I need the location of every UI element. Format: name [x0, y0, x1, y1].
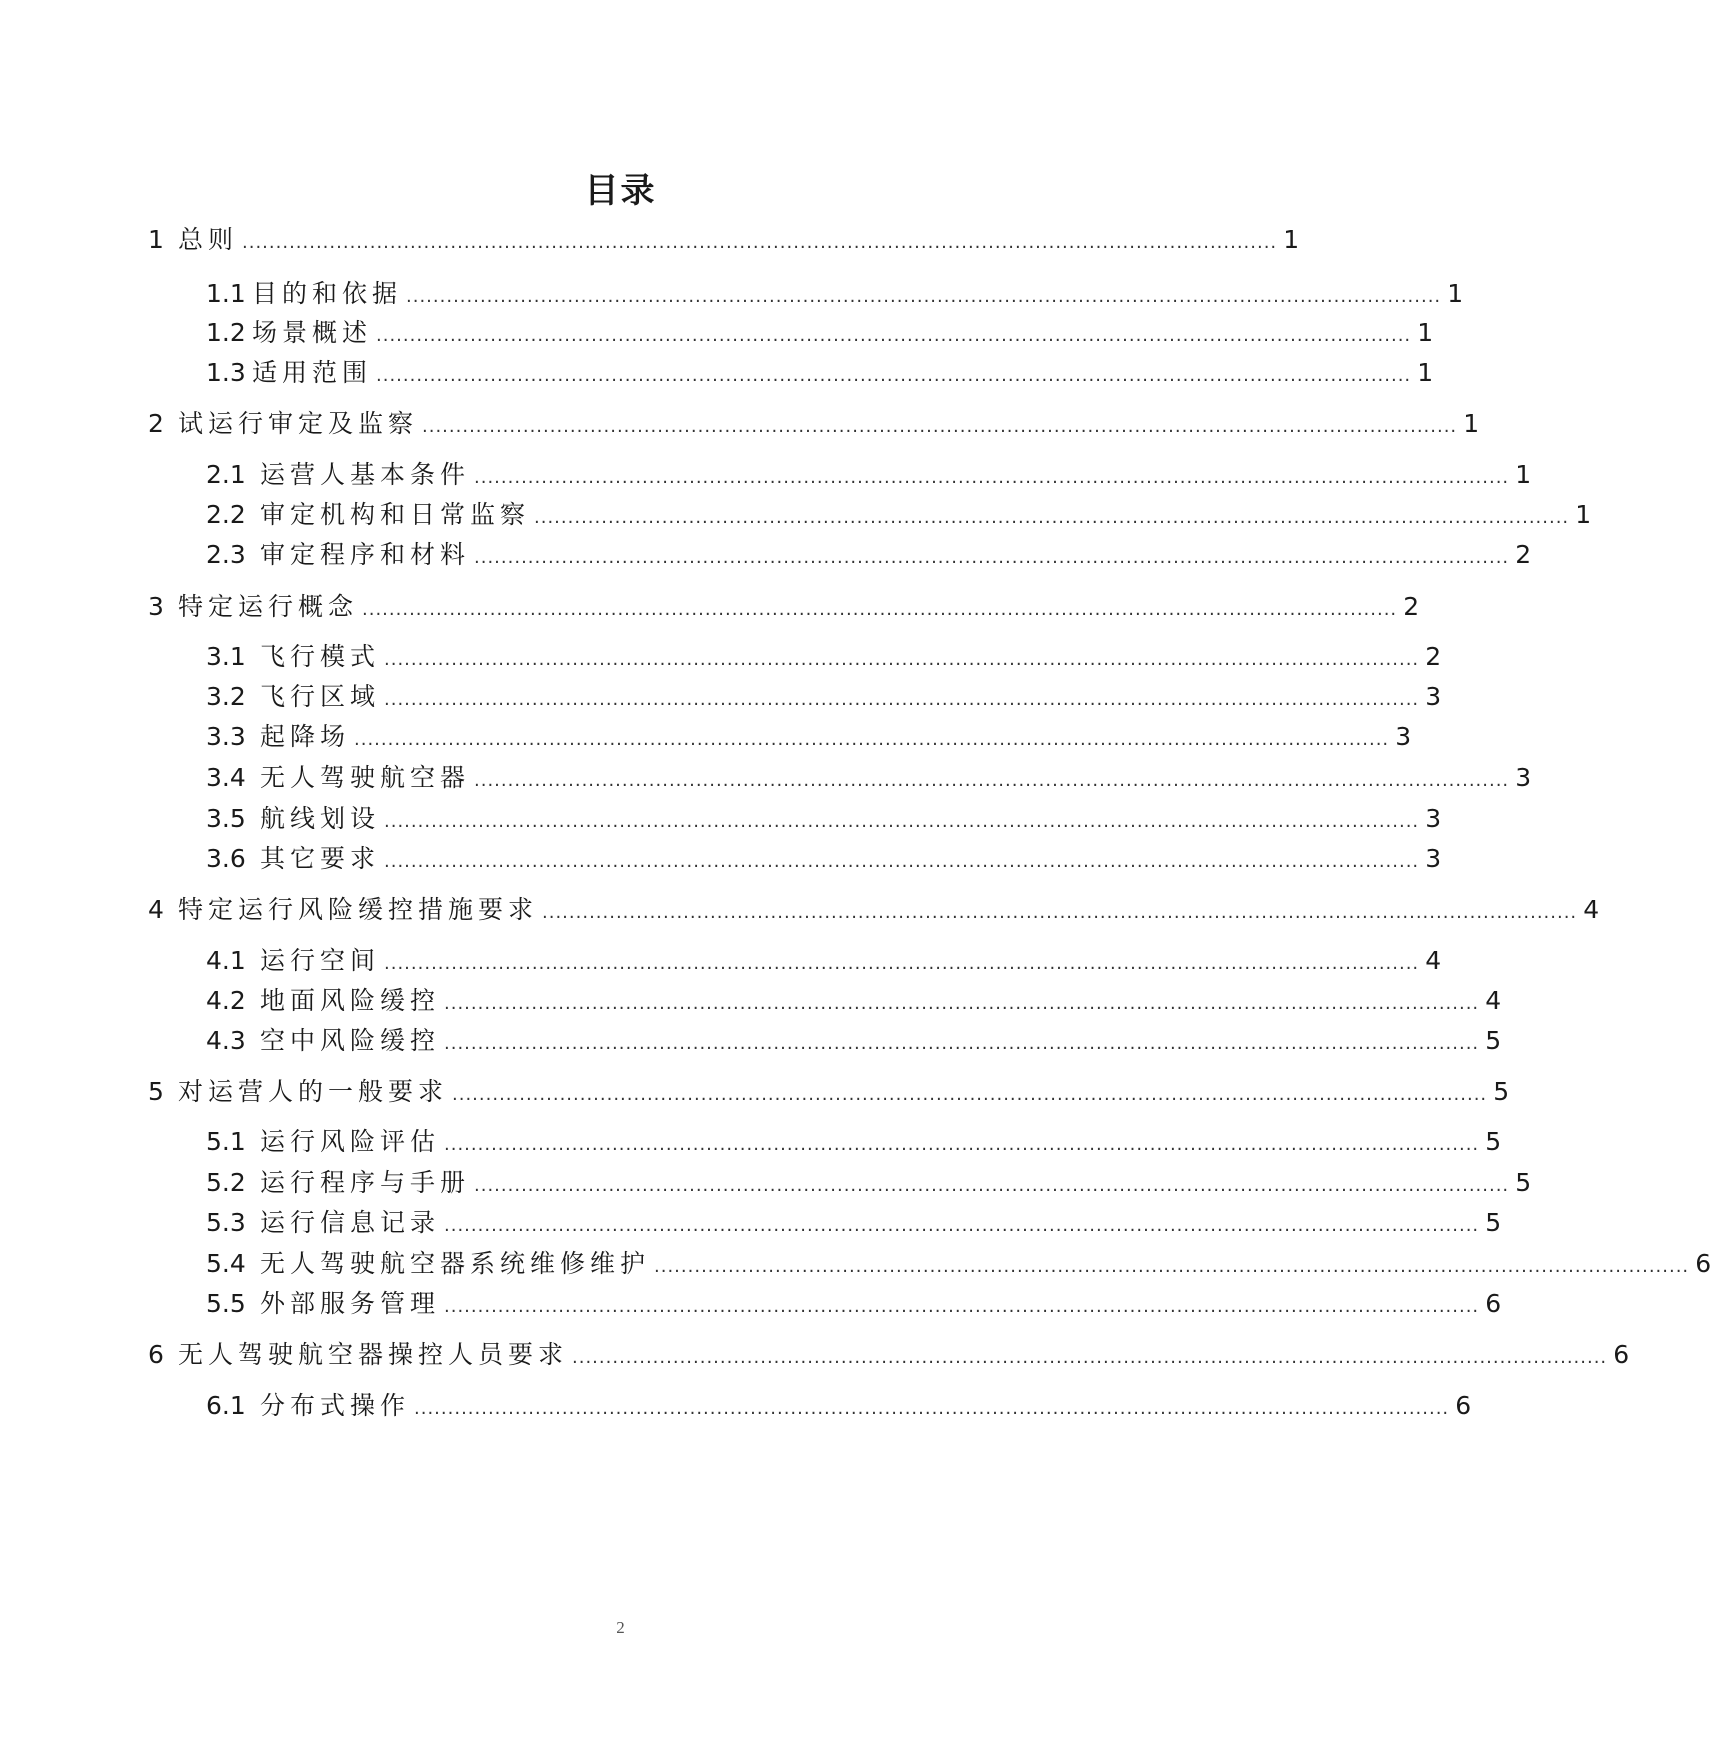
toc-entry-page: 2 [1515, 540, 1532, 569]
toc-leader-dots: .......................................................................................................................................................... [474, 1175, 1510, 1196]
toc-leader-dots: .......................................................................................................................................................... [384, 689, 1420, 710]
toc-entry-page: 1 [1417, 318, 1434, 347]
toc-entry-number: 3.6 [206, 844, 246, 873]
toc-entry[interactable] [206, 1165, 1532, 1201]
toc-entry-number: 2.1 [206, 460, 246, 489]
toc-entry[interactable] [148, 222, 1300, 258]
toc-leader-dots: .......................................................................................................................................................... [654, 1256, 1690, 1277]
toc-leader-dots: .......................................................................................................................................................... [572, 1347, 1608, 1368]
toc-entry-title: 无人驾驶航空器系统维修维护 [260, 1249, 651, 1278]
toc-leader-dots: .......................................................................................................................................................... [376, 325, 1412, 346]
page-number: 2 [616, 1618, 625, 1637]
toc-leader-dots: .......................................................................................................................................................... [444, 993, 1480, 1014]
toc-entry-page: 6 [1485, 1289, 1502, 1318]
toc-entry-number: 3.4 [206, 763, 246, 792]
toc-entry-number: 4.2 [206, 986, 246, 1015]
toc-entry-page: 3 [1425, 844, 1442, 873]
toc-entry-number: 3.5 [206, 804, 246, 833]
toc-entry[interactable] [206, 760, 1532, 796]
toc-entry-title: 目的和依据 [252, 279, 403, 308]
toc-entry-page: 3 [1395, 722, 1412, 751]
toc-entry-title: 运行风险评估 [260, 1127, 441, 1156]
toc-entry-title: 对运营人的一般要求 [178, 1077, 449, 1106]
toc-entry[interactable] [148, 1337, 1630, 1373]
toc-leader-dots: .......................................................................................................................................................... [406, 286, 1442, 307]
toc-entry-title: 特定运行风险缓控措施要求 [178, 895, 539, 924]
toc-leader-dots: .......................................................................................................................................................... [362, 599, 1398, 620]
toc-entry-page: 1 [1447, 279, 1464, 308]
toc-entry-number: 3 [148, 592, 164, 621]
toc-entry-number: 1.3 [206, 358, 246, 387]
toc-entry-title: 地面风险缓控 [260, 986, 441, 1015]
toc-leader-dots: .......................................................................................................................................................... [414, 1398, 1450, 1419]
toc-entry-title: 试运行审定及监察 [178, 409, 419, 438]
toc-entry-page: 1 [1283, 225, 1300, 254]
toc-entry-number: 5.1 [206, 1127, 246, 1156]
toc-entry[interactable] [206, 457, 1532, 493]
toc-entry-page: 3 [1425, 804, 1442, 833]
toc-entry-title: 场景概述 [252, 318, 373, 347]
toc-leader-dots: .......................................................................................................................................................... [376, 365, 1412, 386]
toc-entry[interactable] [206, 841, 1442, 877]
toc-entry-title: 审定机构和日常监察 [260, 500, 531, 529]
toc-leader-dots: .......................................................................................................................................................... [444, 1296, 1480, 1317]
toc-entry[interactable] [206, 276, 1464, 312]
toc-leader-dots: .......................................................................................................................................................... [474, 770, 1510, 791]
toc-leader-dots: .......................................................................................................................................................... [384, 851, 1420, 872]
toc-leader-dots: .......................................................................................................................................................... [444, 1033, 1480, 1054]
toc-entry-title: 运营人基本条件 [260, 460, 471, 489]
toc-leader-dots: .......................................................................................................................................................... [534, 507, 1570, 528]
toc-entry-title: 飞行区域 [260, 682, 381, 711]
toc-entry-title: 起降场 [260, 722, 351, 751]
toc-entry[interactable] [206, 1286, 1502, 1322]
toc-entry-number: 5.3 [206, 1208, 246, 1237]
toc-leader-dots: .......................................................................................................................................................... [422, 416, 1458, 437]
toc-entry-page: 5 [1493, 1077, 1510, 1106]
toc-entry-page: 4 [1485, 986, 1502, 1015]
toc-entry-page: 1 [1515, 460, 1532, 489]
toc-entry-title: 特定运行概念 [178, 592, 359, 621]
toc-entry[interactable] [206, 1246, 1711, 1282]
toc-leader-dots: .......................................................................................................................................................... [452, 1084, 1488, 1105]
toc-entry[interactable] [148, 406, 1480, 442]
toc-entry-title: 飞行模式 [260, 642, 381, 671]
toc-entry-number: 5.5 [206, 1289, 246, 1318]
toc-entry-number: 2.2 [206, 500, 246, 529]
toc-entry-title: 运行程序与手册 [260, 1168, 471, 1197]
toc-entry-title: 空中风险缓控 [260, 1026, 441, 1055]
toc-entry-title: 运行信息记录 [260, 1208, 441, 1237]
toc-entry-number: 6.1 [206, 1391, 246, 1420]
toc-entry[interactable] [206, 497, 1592, 533]
toc-entry-number: 3.1 [206, 642, 246, 671]
toc-entry-title: 无人驾驶航空器 [260, 763, 471, 792]
toc-entry-title: 运行空间 [260, 946, 381, 975]
toc-entry-number: 1.1 [206, 279, 246, 308]
toc-entry-number: 1 [148, 225, 164, 254]
toc-leader-dots: .......................................................................................................................................................... [444, 1215, 1480, 1236]
toc-entry[interactable] [206, 639, 1442, 675]
toc-entry-page: 6 [1455, 1391, 1472, 1420]
toc-entry-page: 6 [1613, 1340, 1630, 1369]
toc-entry-number: 1.2 [206, 318, 246, 347]
toc-entry-title: 适用范围 [252, 358, 373, 387]
toc-entry[interactable] [206, 801, 1442, 837]
toc-entry-page: 1 [1417, 358, 1434, 387]
toc-entry[interactable] [206, 355, 1434, 391]
toc-entry-number: 6 [148, 1340, 164, 1369]
toc-entry-title: 总则 [178, 225, 239, 254]
toc-entry[interactable] [148, 892, 1600, 928]
toc-entry-number: 5 [148, 1077, 164, 1106]
toc-leader-dots: .......................................................................................................................................................... [354, 729, 1390, 750]
toc-entry-title: 外部服务管理 [260, 1289, 441, 1318]
toc-entry-page: 1 [1575, 500, 1592, 529]
toc-entry-page: 4 [1583, 895, 1600, 924]
toc-entry-number: 4 [148, 895, 164, 924]
toc-leader-dots: .......................................................................................................................................................... [384, 953, 1420, 974]
toc-entry-number: 5.4 [206, 1249, 246, 1278]
toc-leader-dots: .......................................................................................................................................................... [542, 902, 1578, 923]
toc-entry[interactable] [206, 1388, 1472, 1424]
toc-title: 目录 [584, 171, 657, 211]
toc-entry-number: 3.2 [206, 682, 246, 711]
toc-entry[interactable] [206, 1205, 1502, 1241]
toc-entry[interactable] [206, 719, 1412, 755]
toc-entry[interactable] [206, 315, 1434, 351]
toc-entry-page: 3 [1515, 763, 1532, 792]
toc-entry-page: 5 [1485, 1026, 1502, 1055]
toc-entry-title: 分布式操作 [260, 1391, 411, 1420]
toc-leader-dots: .......................................................................................................................................................... [474, 467, 1510, 488]
toc-leader-dots: .......................................................................................................................................................... [474, 547, 1510, 568]
toc-entry-page: 3 [1425, 682, 1442, 711]
toc-entry-title: 航线划设 [260, 804, 381, 833]
toc-entry-page: 5 [1485, 1127, 1502, 1156]
toc-entry-page: 6 [1695, 1249, 1711, 1278]
toc-entry-number: 2 [148, 409, 164, 438]
toc-entry[interactable] [148, 1074, 1510, 1110]
toc-entry-title: 审定程序和材料 [260, 540, 471, 569]
toc-leader-dots: .......................................................................................................................................................... [444, 1134, 1480, 1155]
toc-entry-title: 其它要求 [260, 844, 381, 873]
toc-entry-page: 5 [1515, 1168, 1532, 1197]
toc-entry-page: 2 [1425, 642, 1442, 671]
toc-entry-title: 无人驾驶航空器操控人员要求 [178, 1340, 569, 1369]
toc-entry[interactable] [206, 983, 1502, 1019]
toc-entry[interactable] [206, 1124, 1502, 1160]
toc-leader-dots: .......................................................................................................................................................... [242, 232, 1278, 253]
toc-entry[interactable] [206, 537, 1532, 573]
toc-entry-number: 4.1 [206, 946, 246, 975]
toc-entry-page: 1 [1463, 409, 1480, 438]
toc-entry-number: 3.3 [206, 722, 246, 751]
toc-leader-dots: .......................................................................................................................................................... [384, 649, 1420, 670]
toc-entry[interactable] [206, 943, 1442, 979]
toc-entry[interactable] [206, 1023, 1502, 1059]
toc-entry-page: 4 [1425, 946, 1442, 975]
toc-entry[interactable] [148, 589, 1420, 625]
toc-entry[interactable] [206, 679, 1442, 715]
toc-entry-number: 5.2 [206, 1168, 246, 1197]
toc-entry-page: 2 [1403, 592, 1420, 621]
toc-leader-dots: .......................................................................................................................................................... [384, 811, 1420, 832]
toc-entry-number: 2.3 [206, 540, 246, 569]
toc-entry-number: 4.3 [206, 1026, 246, 1055]
toc-entry-page: 5 [1485, 1208, 1502, 1237]
